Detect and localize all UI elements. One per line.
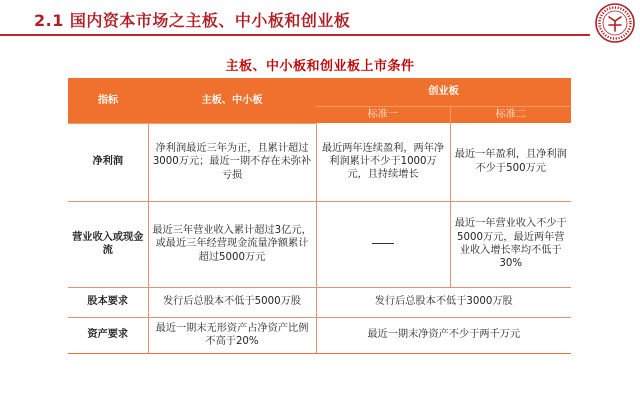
table-cell: 最近一期末净资产不少于两千万元	[316, 317, 571, 353]
listing-conditions-table	[68, 78, 571, 354]
table-cell: 最近一年营业收入不少于5000万元，最近两年营业收入增长率均不低于30%	[450, 201, 571, 287]
page-title: 2.1 国内资本市场之主板、中小板和创业板	[34, 11, 351, 30]
table-row	[68, 201, 571, 287]
table-cell: 净利润最近三年为正，且累计超过3000万元；最近一期不存在未弥补亏损	[148, 123, 316, 201]
slide-header	[0, 0, 640, 40]
table-cell: 最近两年连续盈利，两年净利润累计不少于1000万元，且持续增长	[316, 123, 450, 201]
table-cell: 发行后总股本不低于5000万股	[148, 287, 316, 317]
table-caption: 主板、中小板和创业板上市条件	[225, 59, 415, 74]
table-row	[68, 287, 571, 317]
header-gem-standard-2: 标准二	[450, 106, 571, 123]
table-row	[68, 123, 571, 201]
header-gem-standard-1: 标准一	[316, 106, 450, 123]
table-row	[68, 317, 571, 353]
table-cell: 最近三年营业收入累计超过3亿元，或最近三年经营现金流量净额累计超过5000万元	[148, 201, 316, 287]
header-gem: 创业板	[316, 78, 571, 106]
header-indicator: 指标	[68, 78, 148, 123]
row-label: 资产要求	[68, 317, 148, 353]
header-divider	[0, 34, 590, 36]
table-cell: 最近一期末无形资产占净资产比例不高于20%	[148, 317, 316, 353]
dash-placeholder	[372, 243, 394, 244]
table-cell: 最近一年盈利，且净利润不少于500万元	[450, 123, 571, 201]
header-main-board: 主板、中小板	[148, 78, 316, 123]
row-label: 净利润	[68, 123, 148, 201]
row-label: 营业收入或现金流	[68, 201, 148, 287]
table-cell: 发行后总股本不低于3000万股	[316, 287, 571, 317]
table-cell-empty	[316, 201, 450, 287]
row-label: 股本要求	[68, 287, 148, 317]
seal-logo-icon	[594, 2, 636, 44]
